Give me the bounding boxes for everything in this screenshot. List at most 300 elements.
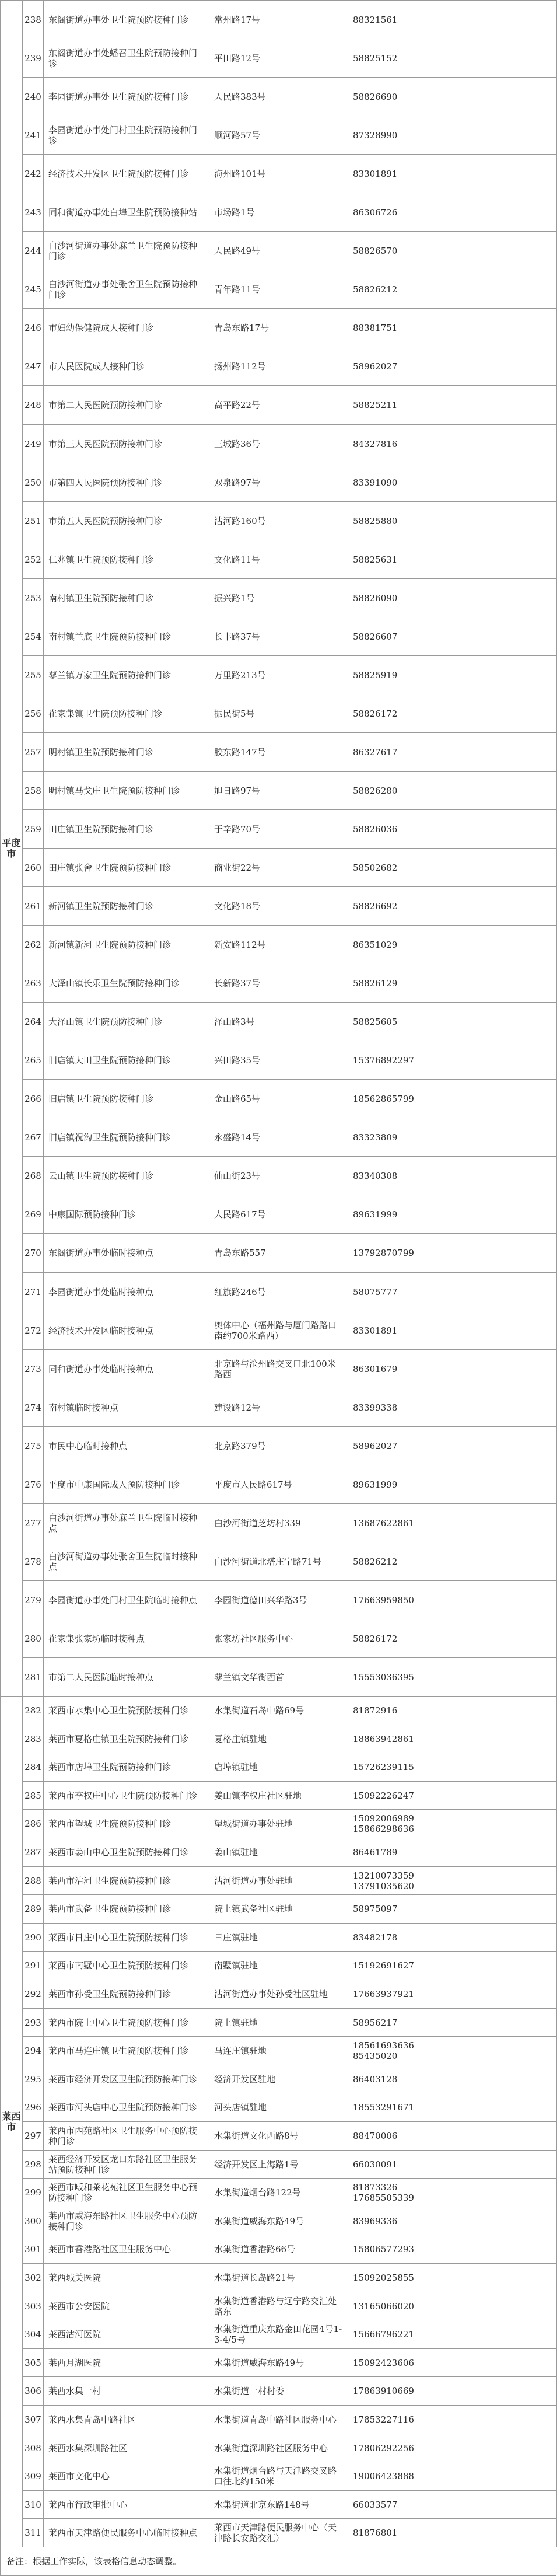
site-name: 莱西市日庄中心卫生院预防接种门诊 [44,1924,209,1952]
row-number: 303 [23,2292,44,2320]
site-phone: 58826692 [348,887,557,926]
site-phone: 86327617 [348,733,557,772]
site-phone: 58826036 [348,810,557,849]
table-row [1,2122,557,2151]
site-phone: 66033577 [348,2491,557,2519]
site-address: 院上镇武备社区驻地 [209,1895,348,1924]
site-phone: 58826172 [348,1619,557,1658]
site-address: 北京路379号 [209,1427,348,1465]
site-address: 人民路383号 [209,78,348,116]
site-address: 扬州路112号 [209,347,348,386]
row-number: 296 [23,2093,44,2122]
site-name: 莱西市南墅中心卫生院预防接种门诊 [44,1952,209,1980]
row-number: 260 [23,849,44,887]
table-row [1,502,557,540]
row-number: 244 [23,232,44,270]
row-number: 251 [23,502,44,540]
site-name: 莱西市沽河卫生院预防接种门诊 [44,1867,209,1895]
site-name: 东阁街道办事处临时接种点 [44,1234,209,1273]
site-name: 莱西市院上中心卫生院预防接种门诊 [44,2009,209,2037]
site-phone: 15092226247 [348,1782,557,1810]
table-row [1,849,557,887]
table-row [1,1080,557,1118]
row-number: 291 [23,1952,44,1980]
table-row [1,155,557,193]
site-address: 泽山路3号 [209,1003,348,1041]
site-name: 白沙河街道办事处麻兰卫生院预防接种门诊 [44,232,209,270]
site-name: 市妇幼保健院成人接种门诊 [44,309,209,347]
site-address: 李园街道德田兴华路3号 [209,1581,348,1619]
site-address: 水集街道长岛路21号 [209,2264,348,2292]
site-address: 水集街道威海东路49号 [209,2207,348,2235]
table-row [1,656,557,694]
row-number: 297 [23,2122,44,2151]
table-row [1,463,557,502]
row-number: 275 [23,1427,44,1465]
table-row [1,1465,557,1504]
site-address: 奥体中心（福州路与厦门路路口南约700米路西） [209,1311,348,1350]
site-phone: 86351029 [348,926,557,964]
row-number: 290 [23,1924,44,1952]
table-row [1,1,557,39]
row-number: 261 [23,887,44,926]
table-row [1,2434,557,2462]
row-number: 286 [23,1810,44,1838]
site-name: 市第三人民医院预防接种门诊 [44,425,209,463]
site-name: 中康国际预防接种门诊 [44,1195,209,1234]
site-phone: 15806577293 [348,2235,557,2264]
site-name: 南村镇临时接种点 [44,1388,209,1427]
site-phone: 81876801 [348,2519,557,2547]
site-phone: 58826690 [348,78,557,116]
row-number: 268 [23,1157,44,1195]
row-number: 247 [23,347,44,386]
site-name: 莱西市李权庄中心卫生院预防接种门诊 [44,1782,209,1810]
site-phone: 15192691627 [348,1952,557,1980]
site-name: 崔家集张家坊临时接种点 [44,1619,209,1658]
site-address: 沽河路160号 [209,502,348,540]
site-address: 水集街道北京东路148号 [209,2491,348,2519]
table-row [1,1697,557,1725]
row-number: 271 [23,1273,44,1311]
site-address: 市场路1号 [209,193,348,232]
site-phone: 58826129 [348,964,557,1003]
site-address: 沽河街道办事处驻地 [209,1867,348,1895]
row-number: 257 [23,733,44,772]
site-phone: 58502682 [348,849,557,887]
row-number: 269 [23,1195,44,1234]
site-phone: 58826280 [348,772,557,810]
table-row [1,2462,557,2491]
row-number: 300 [23,2207,44,2235]
row-number: 246 [23,309,44,347]
row-number: 267 [23,1118,44,1157]
site-name: 大泽山镇长乐卫生院预防接种门诊 [44,964,209,1003]
row-number: 293 [23,2009,44,2037]
site-phone: 18553291671 [348,2093,557,2122]
site-address: 水集街道香港路与辽宁路交汇处路东 [209,2292,348,2320]
site-name: 经济技术开发区卫生院预防接种门诊 [44,155,209,193]
row-number: 304 [23,2320,44,2349]
site-name: 明村镇卫生院预防接种门诊 [44,733,209,772]
table-row [1,2292,557,2320]
table-row [1,926,557,964]
table-row [1,887,557,926]
site-phone: 83969336 [348,2207,557,2235]
site-address: 夏格庄镇驻地 [209,1725,348,1753]
site-name: 白沙河街道办事处张舍卫生院临时接种点 [44,1542,209,1581]
site-phone: 15553036395 [348,1658,557,1697]
site-address: 水集街道深圳路社区服务中心 [209,2434,348,2462]
site-name: 南村镇兰底卫生院预防接种门诊 [44,617,209,656]
site-name: 莱西市马连庄镇卫生院预防接种门诊 [44,2037,209,2065]
table-row [1,1619,557,1658]
site-name: 莱西市孙受卫生院预防接种门诊 [44,1980,209,2009]
site-phone: 83323809 [348,1118,557,1157]
table-footnote: 备注：根据工作实际，该表格信息动态调整。 [0,2547,556,2576]
site-name: 莱西城关医院 [44,2264,209,2292]
row-number: 256 [23,694,44,733]
site-name: 东阁街道办事处蟠召卫生院预防接种门诊 [44,39,209,78]
site-phone: 17663937921 [348,1980,557,2009]
row-number: 306 [23,2377,44,2406]
table-row [1,2377,557,2406]
row-number: 309 [23,2462,44,2491]
site-name: 莱西市店埠卫生院预防接种门诊 [44,1753,209,1782]
table-row [1,232,557,270]
table-row [1,1725,557,1753]
site-name: 李园街道办事处门村卫生院预防接种门诊 [44,116,209,155]
site-name: 新河镇卫生院预防接种门诊 [44,887,209,926]
site-phone: 87328990 [348,116,557,155]
table-row [1,694,557,733]
site-address: 北京路与沧州路交叉口北100米路西 [209,1350,348,1388]
site-address: 人民路617号 [209,1195,348,1234]
table-row [1,1782,557,1810]
table-row [1,964,557,1003]
site-address: 金山路65号 [209,1080,348,1118]
table-row [1,579,557,617]
table-row [1,1867,557,1895]
site-phone: 15376892297 [348,1041,557,1080]
site-name: 平度市中康国际成人预防接种门诊 [44,1465,209,1504]
table-row [1,347,557,386]
table-row [1,1753,557,1782]
table-row [1,1195,557,1234]
table-row [1,733,557,772]
site-name: 同和街道办事处白埠卫生院预防接种站 [44,193,209,232]
row-number: 298 [23,2151,44,2179]
site-name: 蓼兰镇万家卫生院预防接种门诊 [44,656,209,694]
site-address: 青岛东路557 [209,1234,348,1273]
site-phone: 58826607 [348,617,557,656]
site-address: 永盛路14号 [209,1118,348,1157]
site-name: 白沙河街道办事处麻兰卫生院临时接种点 [44,1504,209,1542]
site-address: 振民街5号 [209,694,348,733]
table-row [1,2235,557,2264]
site-address: 建设路12号 [209,1388,348,1427]
site-name: 市人民医院成人接种门诊 [44,347,209,386]
table-row [1,1980,557,2009]
site-name: 南村镇卫生院预防接种门诊 [44,579,209,617]
table-body [1,1,557,2547]
site-name: 李园街道办事处临时接种点 [44,1273,209,1311]
site-name: 市第四人民医院预防接种门诊 [44,463,209,502]
row-number: 301 [23,2235,44,2264]
site-name: 莱西市威海东路社区卫生服务中心预防接种门诊 [44,2207,209,2235]
table-row [1,2093,557,2122]
site-name: 李园街道办事处卫生院预防接种门诊 [44,78,209,116]
table-row [1,1658,557,1697]
row-number: 265 [23,1041,44,1080]
row-number: 248 [23,386,44,425]
row-number: 252 [23,540,44,579]
site-name: 莱西市西苑路社区卫生服务中心预防接种门诊 [44,2122,209,2151]
site-address: 人民路49号 [209,232,348,270]
row-number: 270 [23,1234,44,1273]
table-row [1,193,557,232]
row-number: 262 [23,926,44,964]
site-phone: 15092006989 15866298636 [348,1810,557,1838]
site-phone: 17863910669 [348,2377,557,2406]
row-number: 239 [23,39,44,78]
site-name: 市民中心临时接种点 [44,1427,209,1465]
site-address: 新安路112号 [209,926,348,964]
table-row [1,1118,557,1157]
site-address: 水集街道烟台路122号 [209,2179,348,2207]
site-phone: 83301891 [348,155,557,193]
site-address: 莱西市天津路便民服务中心（天津路长安路交汇） [209,2519,348,2547]
region-cell: 平度市 [1,1,23,1697]
row-number: 280 [23,1619,44,1658]
site-name: 仁兆镇卫生院预防接种门诊 [44,540,209,579]
row-number: 249 [23,425,44,463]
site-name: 旧店镇卫生院预防接种门诊 [44,1080,209,1118]
site-phone: 18863942861 [348,1725,557,1753]
region-cell: 莱西市 [1,1697,23,2547]
row-number: 242 [23,155,44,193]
row-number: 241 [23,116,44,155]
site-name: 莱西水集青岛中路社区 [44,2406,209,2434]
table-row [1,1952,557,1980]
site-name: 崔家集镇卫生院预防接种门诊 [44,694,209,733]
table-row [1,1003,557,1041]
site-phone: 17853227116 [348,2406,557,2434]
row-number: 238 [23,1,44,39]
row-number: 284 [23,1753,44,1782]
site-phone: 15092025855 [348,2264,557,2292]
site-address: 青岛东路17号 [209,309,348,347]
site-phone: 58075777 [348,1273,557,1311]
site-phone: 13165066020 [348,2292,557,2320]
row-number: 279 [23,1581,44,1619]
site-phone: 58825605 [348,1003,557,1041]
row-number: 254 [23,617,44,656]
table-row [1,1924,557,1952]
table-row [1,1542,557,1581]
site-address: 河头店镇驻地 [209,2093,348,2122]
table-row [1,386,557,425]
site-phone: 58962027 [348,347,557,386]
site-address: 顺河路57号 [209,116,348,155]
site-phone: 86461789 [348,1838,557,1867]
row-number: 278 [23,1542,44,1581]
site-name: 经济技术开发区临时接种点 [44,1311,209,1350]
row-number: 281 [23,1658,44,1697]
site-address: 长新路37号 [209,964,348,1003]
site-name: 东阁街道办事处卫生院预防接种门诊 [44,1,209,39]
table-row [1,1350,557,1388]
site-name: 田庄镇卫生院预防接种门诊 [44,810,209,849]
site-phone: 66030091 [348,2151,557,2179]
row-number: 276 [23,1465,44,1504]
site-phone: 58825631 [348,540,557,579]
site-phone: 18562865799 [348,1080,557,1118]
site-name: 旧店镇祝沟卫生院预防接种门诊 [44,1118,209,1157]
table-row [1,1427,557,1465]
site-name: 云山镇卫生院预防接种门诊 [44,1157,209,1195]
row-number: 310 [23,2491,44,2519]
site-address: 日庄镇驻地 [209,1924,348,1952]
site-name: 市第二人民医院临时接种点 [44,1658,209,1697]
site-phone: 86301679 [348,1350,557,1388]
row-number: 259 [23,810,44,849]
table-row [1,2151,557,2179]
row-number: 289 [23,1895,44,1924]
row-number: 311 [23,2519,44,2547]
row-number: 258 [23,772,44,810]
table-row [1,1234,557,1273]
site-address: 经济开发区上海路1号 [209,2151,348,2179]
site-address: 仙山街23号 [209,1157,348,1195]
site-phone: 88381751 [348,309,557,347]
table-row [1,2179,557,2207]
site-address: 青年路11号 [209,270,348,309]
table-row [1,1895,557,1924]
table-row [1,1273,557,1311]
site-name: 市第二人民医院预防接种门诊 [44,386,209,425]
site-address: 海州路101号 [209,155,348,193]
site-address: 万里路213号 [209,656,348,694]
site-phone: 58962027 [348,1427,557,1465]
site-phone: 86306726 [348,193,557,232]
site-address: 三城路36号 [209,425,348,463]
row-number: 292 [23,1980,44,2009]
site-address: 经济开发区驻地 [209,2065,348,2093]
table-row [1,39,557,78]
table-row [1,425,557,463]
site-address: 文化路18号 [209,887,348,926]
site-phone: 83482178 [348,1924,557,1952]
row-number: 288 [23,1867,44,1895]
site-name: 田庄镇张舍卫生院预防接种门诊 [44,849,209,887]
table-row [1,2491,557,2519]
table-row [1,1041,557,1080]
site-address: 旭日路97号 [209,772,348,810]
table-row [1,270,557,309]
site-address: 姜山镇驻地 [209,1838,348,1867]
table-row [1,540,557,579]
table-row [1,617,557,656]
site-phone: 89631999 [348,1465,557,1504]
row-number: 282 [23,1697,44,1725]
site-name: 莱西市香港路社区卫生服务中心 [44,2235,209,2264]
table-row [1,1838,557,1867]
site-address: 高平路22号 [209,386,348,425]
site-phone: 81872916 [348,1697,557,1725]
table-row [1,2349,557,2377]
site-phone: 58825211 [348,386,557,425]
row-number: 277 [23,1504,44,1542]
site-address: 水集街道文化西路8号 [209,2122,348,2151]
site-address: 胶东路147号 [209,733,348,772]
row-number: 273 [23,1350,44,1388]
site-address: 平度市人民路617号 [209,1465,348,1504]
site-name: 莱西市姜山中心卫生院预防接种门诊 [44,1838,209,1867]
row-number: 264 [23,1003,44,1041]
row-number: 308 [23,2434,44,2462]
row-number: 253 [23,579,44,617]
site-name: 莱西沽河医院 [44,2320,209,2349]
site-name: 旧店镇大田卫生院预防接种门诊 [44,1041,209,1080]
row-number: 266 [23,1080,44,1118]
site-name: 莱西经济开发区龙口东路社区卫生服务站预防接种门诊 [44,2151,209,2179]
site-phone: 13210073359 13791035620 [348,1867,557,1895]
site-phone: 13792870799 [348,1234,557,1273]
site-name: 莱西市夏格庄镇卫生院预防接种门诊 [44,1725,209,1753]
site-address: 水集街道石岛中路69号 [209,1697,348,1725]
site-name: 莱西市行政审批中心 [44,2491,209,2519]
site-name: 大泽山镇卫生院预防接种门诊 [44,1003,209,1041]
site-name: 明村镇马戈庄卫生院预防接种门诊 [44,772,209,810]
site-address: 沽河街道办事处孙受社区驻地 [209,1980,348,2009]
site-address: 姜山镇李权庄社区驻地 [209,1782,348,1810]
row-number: 295 [23,2065,44,2093]
site-address: 白沙河街道北塔庄宁路71号 [209,1542,348,1581]
site-phone: 83399338 [348,1388,557,1427]
site-phone: 86403128 [348,2065,557,2093]
table-row [1,1157,557,1195]
site-address: 振兴路1号 [209,579,348,617]
row-number: 307 [23,2406,44,2434]
table-row [1,1504,557,1542]
site-address: 张家坊社区服务中心 [209,1619,348,1658]
site-address: 于辛路70号 [209,810,348,849]
table-row [1,2065,557,2093]
row-number: 302 [23,2264,44,2292]
site-phone: 17663959850 [348,1581,557,1619]
site-phone: 58826172 [348,694,557,733]
site-phone: 58825880 [348,502,557,540]
site-phone: 18561693636 85435020 [348,2037,557,2065]
site-phone: 58825152 [348,39,557,78]
row-number: 245 [23,270,44,309]
site-name: 李园街道办事处门村卫生院临时接种点 [44,1581,209,1619]
site-address: 水集街道一村村委 [209,2377,348,2406]
site-name: 莱西水集一村 [44,2377,209,2406]
site-phone: 81873326 17685505339 [348,2179,557,2207]
site-name: 莱西市河头店中心卫生院预防接种门诊 [44,2093,209,2122]
site-phone: 15092423606 [348,2349,557,2377]
table-row [1,2207,557,2235]
site-address: 南墅镇驻地 [209,1952,348,1980]
site-phone: 84327816 [348,425,557,463]
site-address: 望城街道办事处驻地 [209,1810,348,1838]
site-phone: 15666796221 [348,2320,557,2349]
site-address: 院上镇驻地 [209,2009,348,2037]
site-name: 莱西市畈和莱花苑社区卫生服务中心预防接种门诊 [44,2179,209,2207]
row-number: 240 [23,78,44,116]
